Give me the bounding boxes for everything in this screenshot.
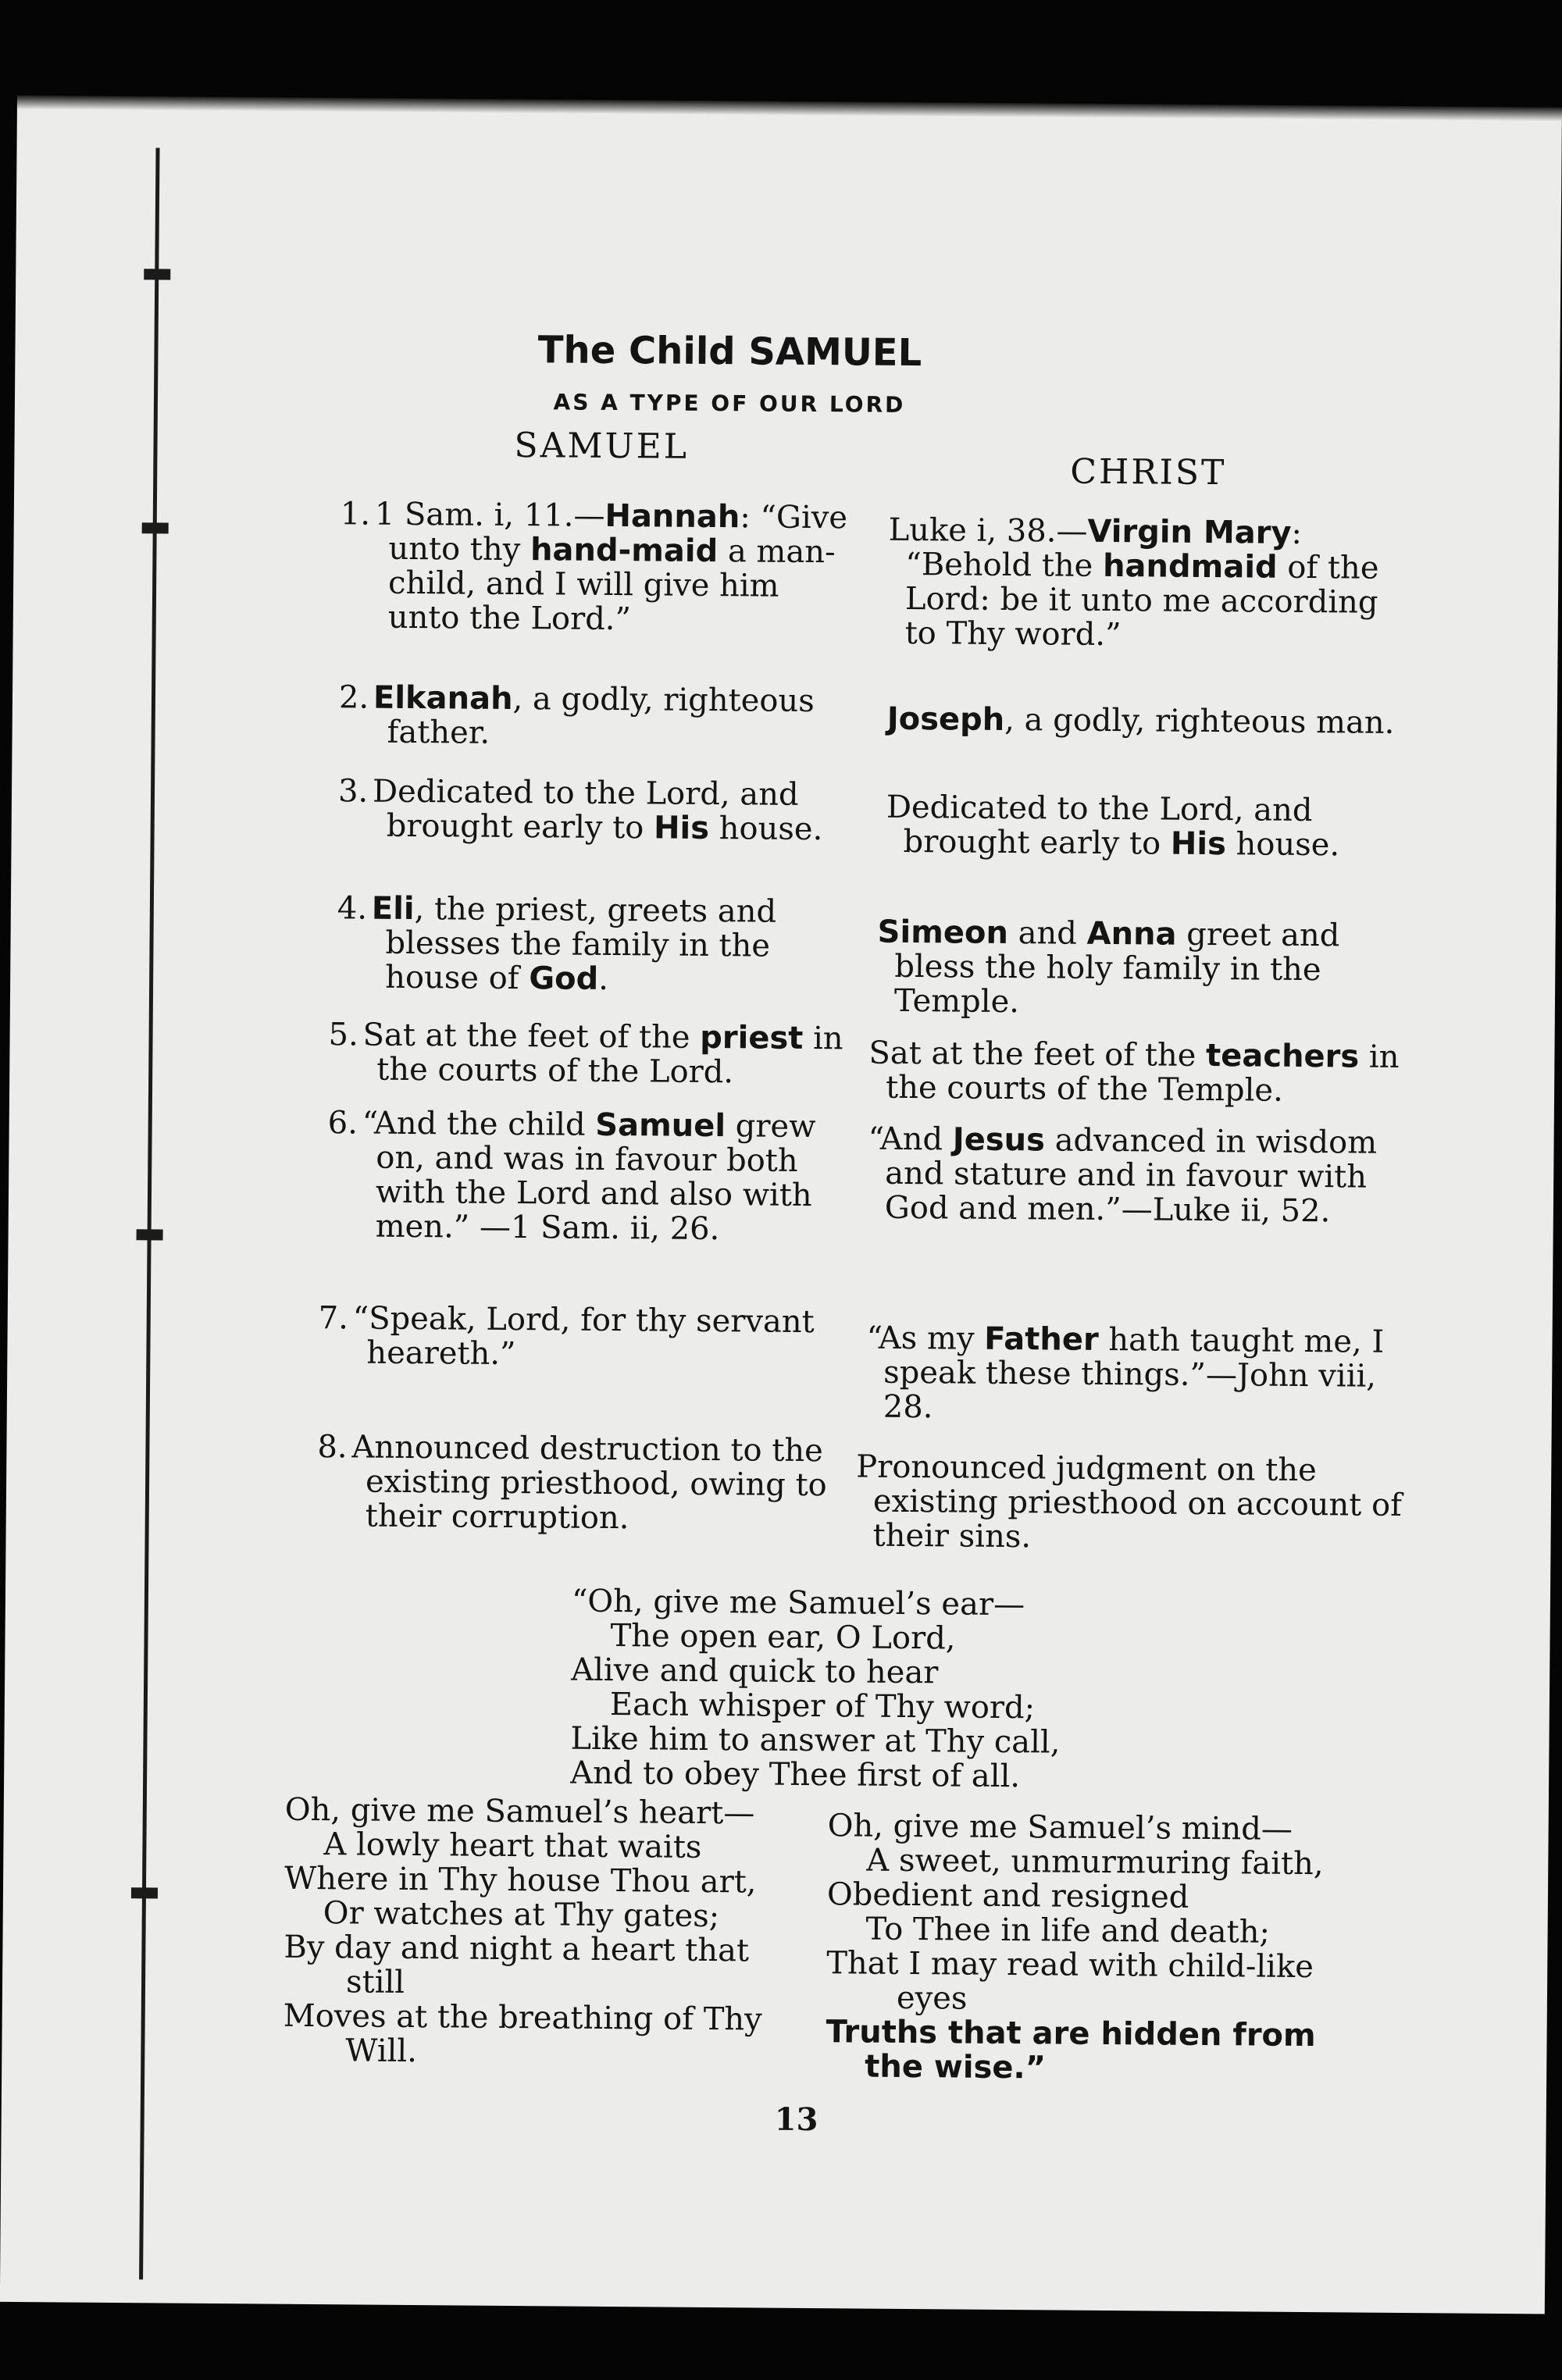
samuel-entry-3: 3. Dedicated to the Lord, and brought early to His house.	[337, 773, 823, 848]
entry-number: 5.	[328, 1017, 358, 1053]
samuel-entry-6: 6. “And the child Samuel grew on, and was in favour both with the Lord and also with men.” —1 Sam. ii, 26.	[327, 1105, 816, 1248]
poem-stanza-ear: “Oh, give me Samuel’s ear— The open ear, O Lord, Alive and quick to hear Each whisper of Thy word; Like him to answer at Thy call, And to obey Thee first of all.	[570, 1583, 1061, 1795]
entry-number: 1.	[340, 496, 371, 533]
scanned-page	[0, 100, 1562, 2314]
entry-number: 6.	[327, 1105, 358, 1142]
entry-number: 3.	[337, 773, 369, 810]
page-subtitle: AS A TYPE OF OUR LORD	[553, 389, 906, 418]
right-column-heading: CHRIST	[1070, 451, 1227, 493]
poem-stanza-mind: Oh, give me Samuel’s mind— A sweet, unmurmuring faith, Obedient and resigned To Thee in life and death; That I may read with child-like eyes Truths that are hidden from the wise.”	[826, 1808, 1324, 2086]
page-number: 13	[774, 2100, 818, 2139]
christ-entry-8: Pronounced judgment on the existing priesthood on account of their sins.	[856, 1448, 1403, 1555]
christ-entry-1: Luke i, 38.—Virgin Mary: “Behold the handmaid of the Lord: be it unto me according to Thy word.”	[888, 511, 1379, 654]
samuel-entry-2: 2. Elkanah, a godly, righteous father.	[338, 679, 815, 751]
christ-entry-3: Dedicated to the Lord, and brought early to His house.	[886, 789, 1340, 864]
christ-entry-2: Joseph, a godly, righteous man.	[886, 700, 1395, 741]
samuel-entry-5: 5. Sat at the feet of the priest in the courts of the Lord.	[328, 1017, 843, 1091]
samuel-entry-1: 1. 1 Sam. i, 11.—Hannah: “Give unto thy hand-maid a man-child, and I will give him unto the Lord.”	[340, 496, 848, 638]
binding-mark	[144, 269, 170, 280]
entry-number: 7.	[318, 1300, 349, 1337]
binding-mark	[142, 522, 169, 533]
page-edge-shadow	[17, 95, 1562, 122]
poem-stanza-heart: Oh, give me Samuel’s heart— A lowly heart that waits Where in Thy house Thou art, Or watches at Thy gates; By day and night a heart that still Moves at the breathing of Thy Will.	[283, 1791, 762, 2070]
christ-entry-5: Sat at the feet of the teachers in the courts of the Temple.	[868, 1035, 1400, 1109]
binding-mark	[137, 1229, 163, 1240]
entry-number: 4.	[337, 890, 368, 927]
entry-number: 2.	[338, 679, 369, 716]
binding-mark	[131, 1887, 158, 1898]
samuel-entry-8: 8. Announced destruction to the existing priesthood, owing to their corruption.	[317, 1429, 827, 1537]
binding-stitch-line	[139, 148, 159, 2279]
page-title: The Child SAMUEL	[537, 328, 922, 376]
samuel-entry-4: 4. Eli, the priest, greets and blesses the family in the house of God.	[337, 890, 777, 997]
samuel-entry-7: 7. “Speak, Lord, for thy servant heareth.”	[318, 1300, 815, 1373]
christ-entry-4: Simeon and Anna greet and bless the holy family in the Temple.	[877, 914, 1340, 1021]
christ-entry-6: “And Jesus advanced in wisdom and stature and in favour with God and men.”—Luke ii, 52.	[868, 1121, 1378, 1230]
entry-number: 8.	[317, 1429, 348, 1466]
christ-entry-7: “As my Father hath taught me, I speak these things.”—John viii, 28.	[866, 1320, 1385, 1426]
left-column-heading: SAMUEL	[514, 426, 690, 467]
